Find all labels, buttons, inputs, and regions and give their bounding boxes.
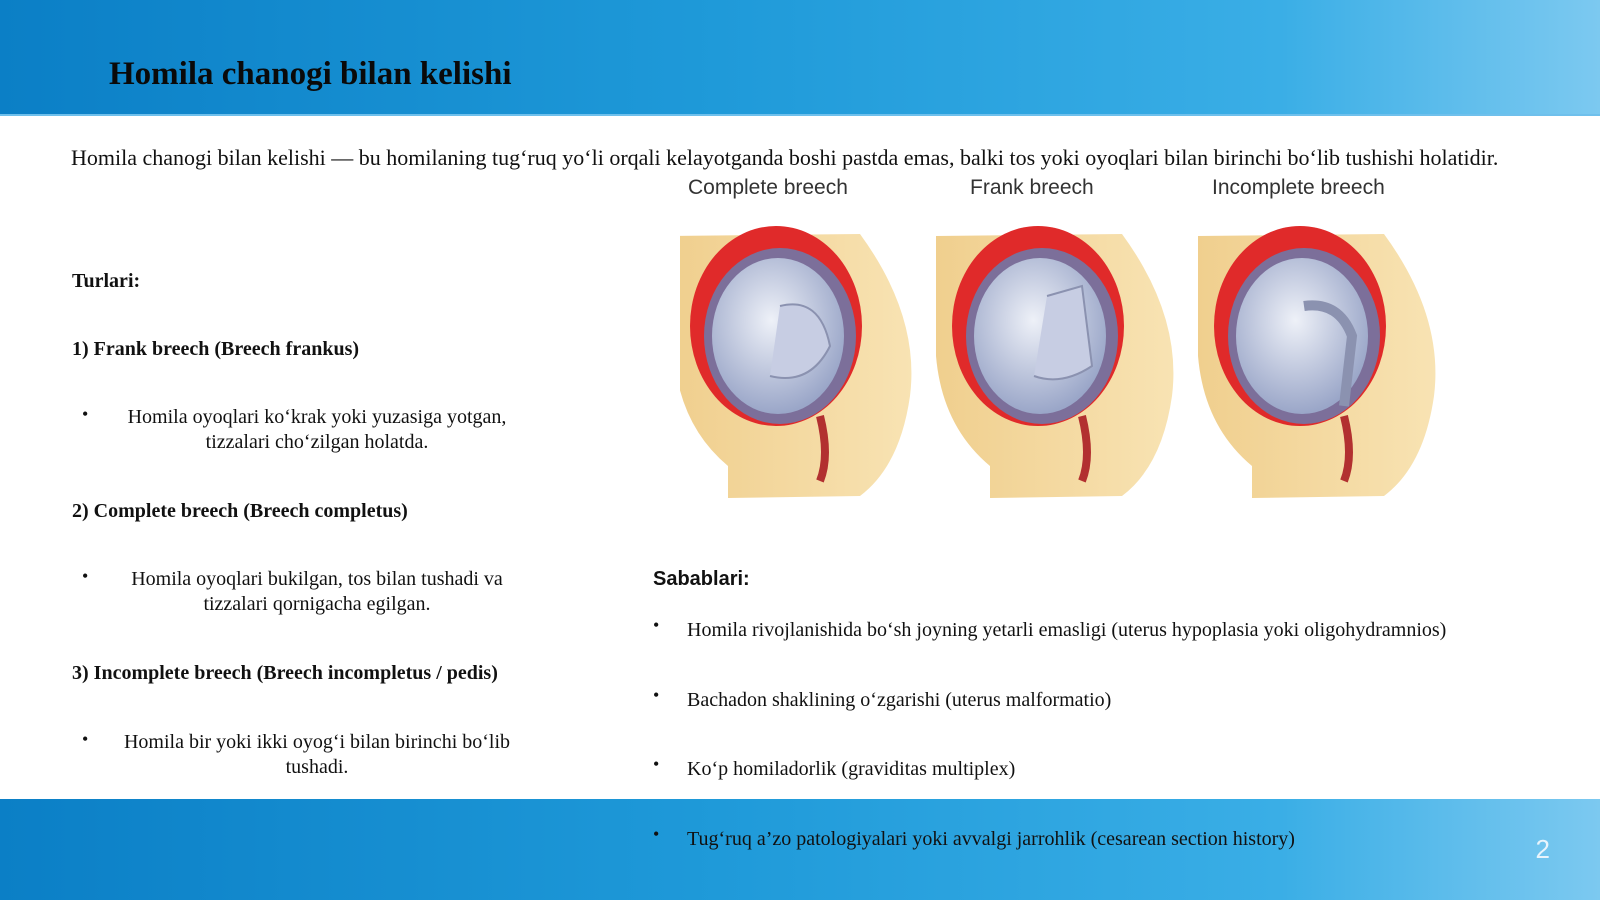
type-bullet (82, 405, 522, 455)
type-bullet-text: Homila bir yoki ikki oyog‘i bilan birinchi bo‘lib tushadi. (123, 731, 511, 778)
bullet-icon: • (653, 824, 660, 844)
cause-text: Homila rivojlanishida bo‘sh joyning yetarli emasligi (uterus hypoplasia yoki oligohydramnios) (687, 619, 1447, 641)
figure-caption: Incomplete breech (1212, 176, 1385, 199)
causes-heading: Sabablari: (653, 568, 750, 590)
type-bullet (82, 730, 522, 780)
page-number: 2 (1535, 834, 1550, 864)
uterus-illustrations-svg (680, 176, 1480, 506)
figure-caption: Complete breech (688, 176, 848, 199)
bullet-icon: • (82, 566, 89, 586)
bullet-icon: • (653, 754, 660, 774)
types-heading: Turlari: (72, 270, 141, 292)
type-bullet-text: Homila oyoqlari ko‘krak yoki yuzasiga yotgan, tizzalari cho‘zilgan holatda. (127, 406, 507, 453)
cause-item (653, 615, 1447, 642)
bullet-icon: • (653, 685, 660, 705)
cause-text: Tug‘ruq a’zo patologiyalari yoki avvalgi jarrohlik (cesarean section history) (687, 828, 1295, 850)
breech-types-illustration (680, 176, 1480, 506)
type-bullet-text: Homila oyoqlari bukilgan, tos bilan tushadi va tizzalari qornigacha egilgan. (131, 568, 503, 615)
figure-caption: Frank breech (970, 176, 1094, 199)
cause-text: Bachadon shaklining o‘zgarishi (uterus malformatio) (687, 689, 1112, 711)
type-title: 1) Frank breech (Breech frankus) (72, 338, 360, 360)
cause-item (653, 685, 1112, 712)
bullet-icon: • (653, 615, 660, 635)
type-title: 2) Complete breech (Breech completus) (72, 500, 408, 522)
illustration-incomplete-breech (1198, 226, 1435, 498)
bullet-icon: • (82, 404, 89, 424)
illustration-complete-breech (680, 226, 911, 498)
illustration-frank-breech (936, 226, 1173, 498)
bullet-icon: • (82, 729, 89, 749)
slide-title: Homila chanogi bilan kelishi (109, 56, 512, 92)
type-bullet (82, 567, 522, 617)
type-title: 3) Incomplete breech (Breech incompletus / pedis) (72, 662, 498, 684)
cause-item (653, 754, 1016, 781)
cause-text: Ko‘p homiladorlik (graviditas multiplex) (687, 758, 1016, 780)
cause-item (653, 824, 1295, 851)
intro-paragraph: Homila chanogi bilan kelishi — bu homilaning tug‘ruq yo‘li orqali kelayotganda boshi pastda emas, balki tos yoki oyoqlari bilan birinchi bo‘lib tushishi holatidir. (71, 145, 1499, 170)
